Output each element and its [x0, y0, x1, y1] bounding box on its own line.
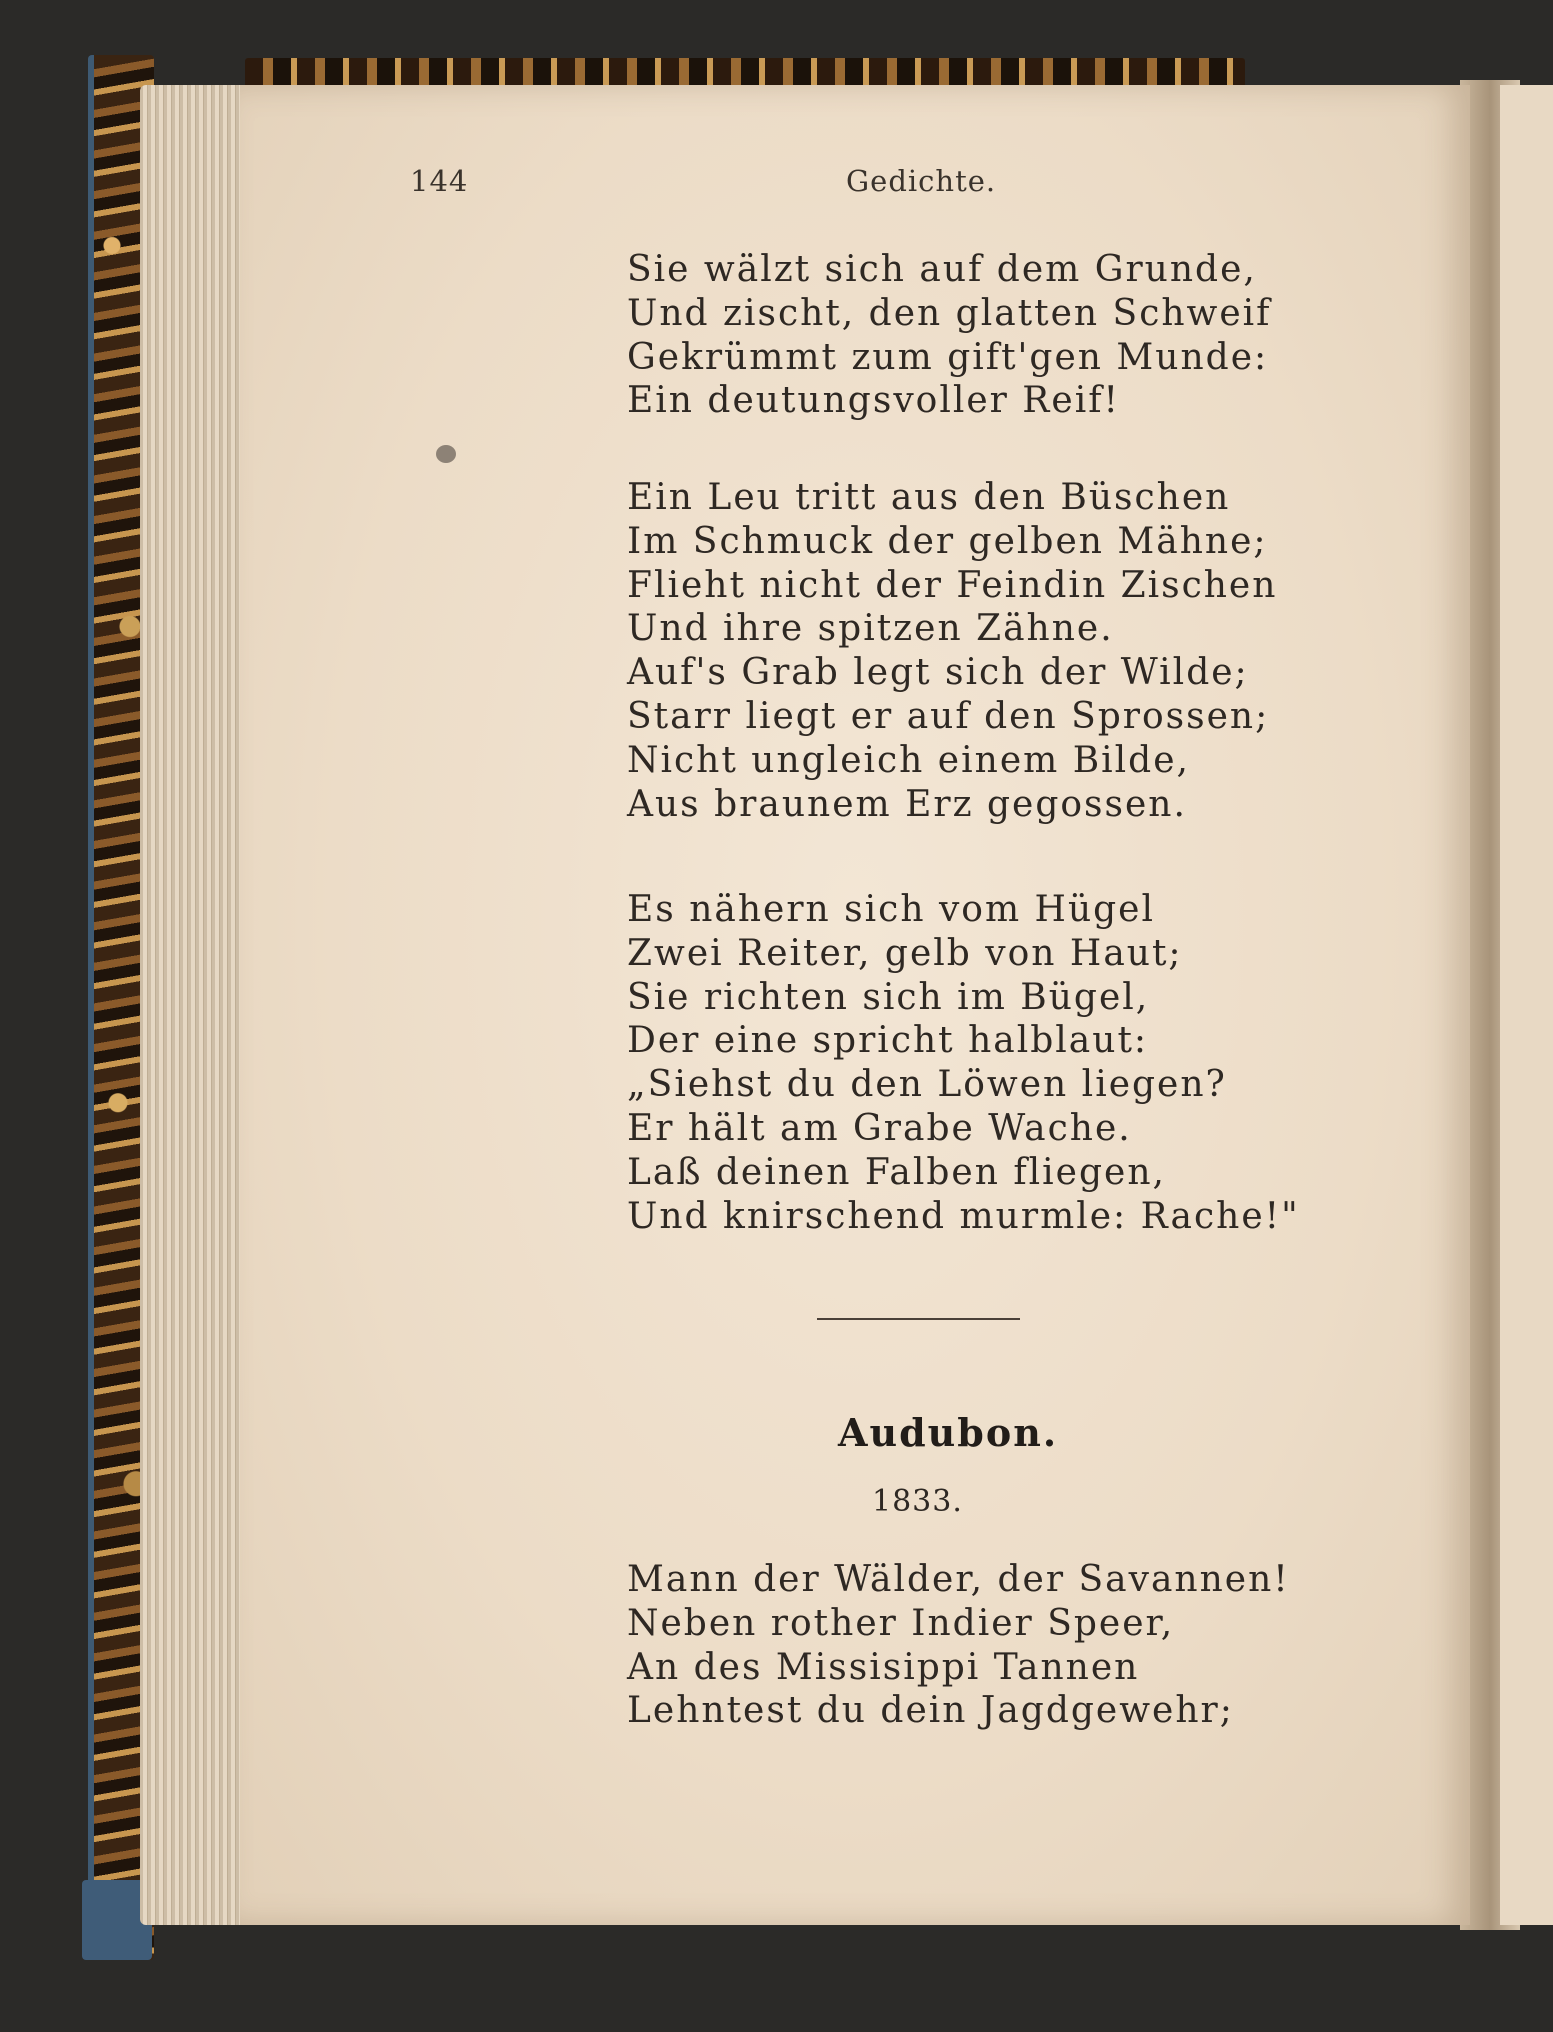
verse-line: Laß deinen Falben fliegen,: [627, 1151, 1166, 1193]
page-stain: [436, 445, 456, 463]
running-title: Gedichte.: [846, 164, 997, 198]
verse-line: Es nähern sich vom Hügel: [627, 889, 1155, 930]
verse-line: Im Schmuck der gelben Mähne;: [627, 520, 1268, 562]
facing-page: [1500, 85, 1553, 1925]
stanza: [627, 888, 1300, 1238]
verse-line: Ein deutungsvoller Reif!: [627, 380, 1121, 422]
stanza: [627, 476, 1277, 826]
verse-line: An des Missisippi Tannen: [627, 1646, 1140, 1688]
verse-line: Lehntest du dein Jagdgewehr;: [627, 1690, 1234, 1732]
verse-line: Nicht ungleich einem Bilde,: [627, 739, 1190, 781]
verse-line: Sie richten sich im Bügel,: [627, 976, 1150, 1018]
verse-line: Zwei Reiter, gelb von Haut;: [627, 932, 1183, 974]
stanza: [627, 248, 1272, 423]
poem-title: Audubon.: [838, 1410, 1059, 1455]
verse-line: Er hält am Grabe Wache.: [627, 1107, 1132, 1149]
verse-line: Und zischt, den glatten Schweif: [627, 292, 1272, 334]
verse-line: Aus braunem Erz gegossen.: [627, 783, 1187, 825]
verse-line: Ein Leu tritt aus den Büschen: [627, 477, 1231, 518]
verse-line: „Siehst du den Löwen liegen?: [627, 1064, 1227, 1106]
stanza: [627, 1558, 1290, 1733]
verse-line: Und knirschend murmle: Rache!": [627, 1195, 1300, 1237]
verse-line: Auf's Grab legt sich der Wilde;: [627, 652, 1249, 694]
verse-line: Der eine spricht halblaut:: [627, 1020, 1149, 1062]
verse-line: Gekrümmt zum gift'gen Munde:: [627, 336, 1269, 378]
verse-line: Sie wälzt sich auf dem Grunde,: [627, 249, 1257, 290]
poem-year: 1833.: [872, 1484, 963, 1519]
verse-line: Mann der Wälder, der Savannen!: [627, 1559, 1290, 1600]
section-divider: [817, 1318, 1020, 1320]
page-number: 144: [410, 164, 469, 198]
verse-line: Neben rother Indier Speer,: [627, 1602, 1175, 1644]
verse-line: Starr liegt er auf den Sprossen;: [627, 695, 1270, 737]
verse-line: Und ihre spitzen Zähne.: [627, 608, 1114, 650]
verse-line: Flieht nicht der Feindin Zischen: [627, 564, 1278, 606]
